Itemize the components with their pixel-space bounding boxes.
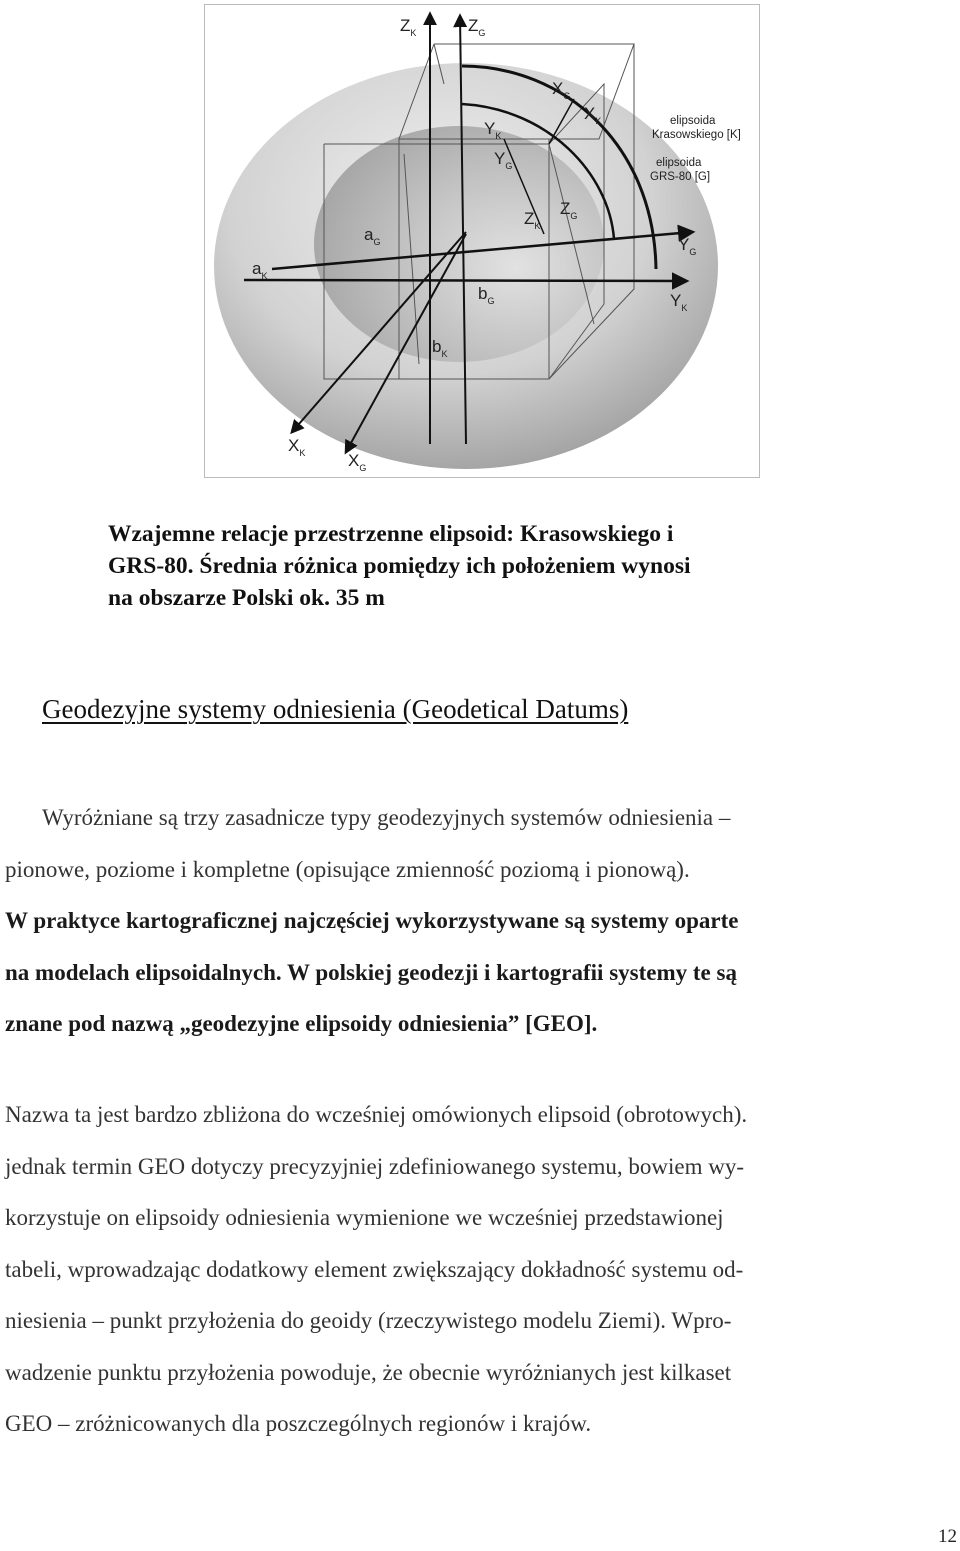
label-z-g-mid: $Z_G$: [560, 199, 578, 221]
paragraph-line: pionowe, poziome i kompletne (opisujące zmienność poziomą i pionową).: [5, 856, 690, 882]
paragraph-fragment: W polskiej geodezji i kartografii systemy te są: [281, 959, 737, 985]
figure-caption: [108, 518, 868, 614]
paragraph-line: tabeli, wprowadzając dodatkowy element zwiększający dokładność systemu od-: [5, 1256, 744, 1282]
paragraph-line: [5, 947, 955, 999]
legend-grs-line2: GRS-80 [G]: [650, 171, 711, 183]
paragraph-line: korzystuje on elipsoidy odniesienia wymienione we wcześniej przedstawionej: [5, 1205, 724, 1230]
label-z-g: $Z_G$: [468, 16, 486, 38]
paragraph-line: niesienia – punkt przyłożenia do geoidy (rzeczywistego modelu Ziemi). Wpro-: [5, 1308, 732, 1333]
label-x-g-top: $X_G$: [552, 79, 571, 101]
label-a-k: $a_K$: [252, 259, 268, 281]
caption-line: GRS-80. Średnia różnica pomiędzy ich położeniem wynosi: [108, 553, 691, 579]
ellipsoid-diagram: [204, 4, 760, 478]
label-b-k: $b_K$: [432, 337, 448, 359]
caption-line: na obszarze Polski ok. 35 m: [108, 585, 385, 611]
label-z-k-mid: $Z_K$: [524, 209, 541, 231]
paragraph-line: jednak termin GEO dotyczy precyzyjniej zdefiniowanego systemu, bowiem wy-: [5, 1153, 744, 1179]
section-heading: Geodezyjne systemy odniesienia (Geodetical Datums): [42, 694, 629, 724]
label-b-g: $b_G$: [478, 284, 495, 306]
label-a-g: $a_G$: [364, 225, 381, 247]
paragraph-geo-definition: [5, 1089, 955, 1450]
label-y-k-right: $Y_K$: [670, 291, 688, 313]
paragraph-line: GEO – zróżnicowanych dla poszczególnych regionów i krajów.: [5, 1411, 592, 1436]
legend-krasowski-line1: elipsoida: [670, 115, 716, 127]
y-axis-k: [244, 280, 686, 281]
caption-line: Wzajemne relacje przestrzenne elipsoid: Krasowskiego i: [108, 521, 674, 547]
label-z-k: $Z_K$: [400, 16, 417, 38]
page-number: 12: [938, 1526, 957, 1547]
paragraph-line: Nazwa ta jest bardzo zbliżona do wcześniej omówionych elipsoid (obrotowych).: [5, 1102, 748, 1127]
label-x-g-bottom: $X_G$: [348, 451, 367, 473]
label-x-k-top: $X_K$: [584, 104, 602, 126]
label-y-g-mid: $Y_G$: [494, 149, 513, 171]
ellipsoid-figure: [204, 4, 760, 478]
paragraph-line: Wyróżniane są trzy zasadnicze typy geodezyjnych systemów odniesienia –: [42, 805, 731, 830]
paragraph-fragment: na modelach elipsoidalnych.: [5, 959, 282, 985]
paragraph-line: wadzenie punktu przyłożenia powoduje, że obecnie wyróżnianych jest kilkaset: [5, 1359, 732, 1385]
paragraph-line: znane pod nazwą „geodezyjne elipsoidy odniesienia” [GEO].: [5, 1011, 598, 1036]
legend-krasowski-line2: Krasowskiego [K]: [652, 129, 741, 141]
label-y-k-mid: $Y_K$: [484, 119, 502, 141]
label-x-k-bottom: $X_K$: [288, 436, 306, 458]
label-y-g-right: $Y_G$: [678, 235, 697, 257]
paragraph-datum-types: [5, 792, 955, 1050]
paragraph-line: W praktyce kartograficznej najczęściej wykorzystywane są systemy oparte: [5, 908, 739, 933]
legend-grs-line1: elipsoida: [656, 157, 702, 169]
